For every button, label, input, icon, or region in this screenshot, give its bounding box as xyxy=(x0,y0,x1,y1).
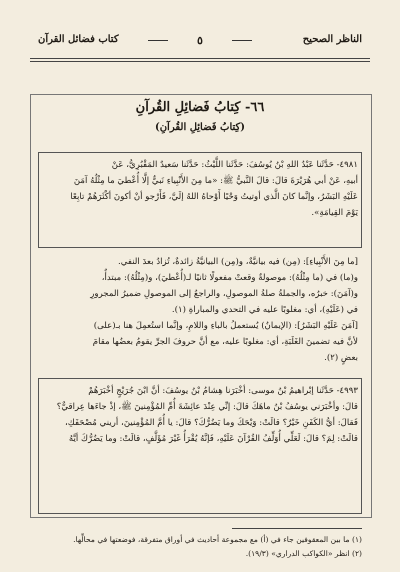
text-line: يَوْمَ القِيامَةِ». xyxy=(311,208,358,218)
text-line: في (عَلَيْهِ)، أي: مغلوبًا عليه في التحدي والمباراةِ (١). xyxy=(171,305,358,315)
running-title-chapter: كتاب فضائل القرآن xyxy=(38,34,119,45)
text-line: قالَ: وأخْبَرَني يوسُفُ بْنُ ماهَكَ قالَ: إنِّي عِنْدَ عائِشَةَ أُمِّ المُؤْمِنينَ ﷺ، إذْ جاءَها عِراقيٌّ؟ xyxy=(56,402,358,412)
text-line: ٤٩٩٣- حَدَّثَنا إبْراهيمُ بْنُ موسى: أخْبَرَنا هِشامُ بْنُ يوسُفَ: أنَّ ابْنَ جُرَيْجٍ أخْبَرَهُمْ xyxy=(88,386,358,396)
hadith-4981-text xyxy=(42,157,358,221)
text-line: أبيهِ، عَنْ أبي هُرَيْرَةَ قالَ: قالَ النَّبيُّ ﷺ: «ما مِنَ الأَنْبِياءِ نَبيٌّ إلَّا أُعْطيَ ما مِثْلُهُ آمَنَ xyxy=(73,176,358,186)
header-rule-top xyxy=(30,58,370,59)
hadith-4993-text xyxy=(42,383,358,447)
page-number: ٥ xyxy=(170,32,230,50)
text-line: بعضٍ (٢). xyxy=(324,353,358,363)
commentary-text xyxy=(42,254,358,366)
chapter-heading: ٦٦- كِتابُ فَضائِلِ القُرآنِ xyxy=(135,100,265,115)
text-line: و(آمَنَ): خبرُه، والجملةُ صلةُ الموصولِ، والراجعُ إلى الموصولِ ضميرُ المجرورِ xyxy=(90,289,358,299)
text-line: ٤٩٨١- حَدَّثَنا عَبْدُ اللهِ بْنُ يُوسُفَ: حَدَّثَنا اللَّيْثُ: حَدَّثَنا سَعيدٌ المَقْبُرِيُّ، عَنْ xyxy=(111,160,358,170)
text-line: لأنَّ فيه تضمينَ الغَلَبَةِ، أي: مغلوبًا عليه، مع أنَّ حروفَ الجرِّ يقومُ بعضُها مقامَ xyxy=(92,337,358,347)
chapter-subheading: (كِتابُ فَضائِلِ القُرآنِ) xyxy=(154,122,246,133)
page-header xyxy=(30,30,370,56)
text-line: فَقالَ: أيُّ الكَفَنِ خَيْرٌ؟ قالَتْ: وَيْحَكَ وما يَضُرُّكَ؟ قالَ: يا أُمَّ المُؤْمِنينَ، أريني مُصْحَفَكِ، xyxy=(64,418,358,428)
text-line: عَلَيْهِ البَشَرُ، وإنَّما كانَ الَّذي أوتيتُ وَحْيًا أَوْحاهُ اللهُ إلَيَّ، فَأَرْجو أنْ أكونَ أكْثَرَهُمْ تابِعًا xyxy=(70,192,358,202)
text-line: [آمَنَ عَلَيْهِ البَشَرُ]: (الإيمانُ) يُستعملُ بالباءِ واللامِ، وإنَّما استُعمِلَ هنا بـ(على) xyxy=(93,321,358,331)
header-rule-bottom xyxy=(30,61,370,62)
running-title-book: الناظر الصحيح xyxy=(302,34,362,45)
text-line: و(ما) في (ما مِثْلُهُ): موصولةٌ وقعتْ مفعولًا ثانيًا لـ(أُعْطيَ)، و(مِثْلُهُ): مبتدأٌ، xyxy=(101,273,358,283)
text-line: قالَتْ: لِمَ؟ قالَ: لَعَلِّي أُوَلِّفُ القُرْآنَ عَلَيْهِ، فَإنَّهُ يُقْرَأُ غَيْرَ مُؤَلَّفٍ، قالَتْ: وما يَضُرُّكَ أيَّهُ xyxy=(68,434,358,444)
text-line: [ما مِنَ الأَنْبِياءِ]: (مِن) فيه بيانيَّةٌ، و(مِن) البيانيَّةُ زائدةٌ، تُزادُ بعدَ النفي. xyxy=(117,257,358,267)
footnote-1: (١) ما بين المعقوفين جاء في (أ) مع مجموعة أحاديث في أوراق متفرقة، فوضعتها في محالِّها. xyxy=(73,535,362,544)
footnote-rule xyxy=(232,528,362,529)
footnote-2: (٢) انظر «الكواكب الدراري» (١٩/٣). xyxy=(245,549,362,558)
